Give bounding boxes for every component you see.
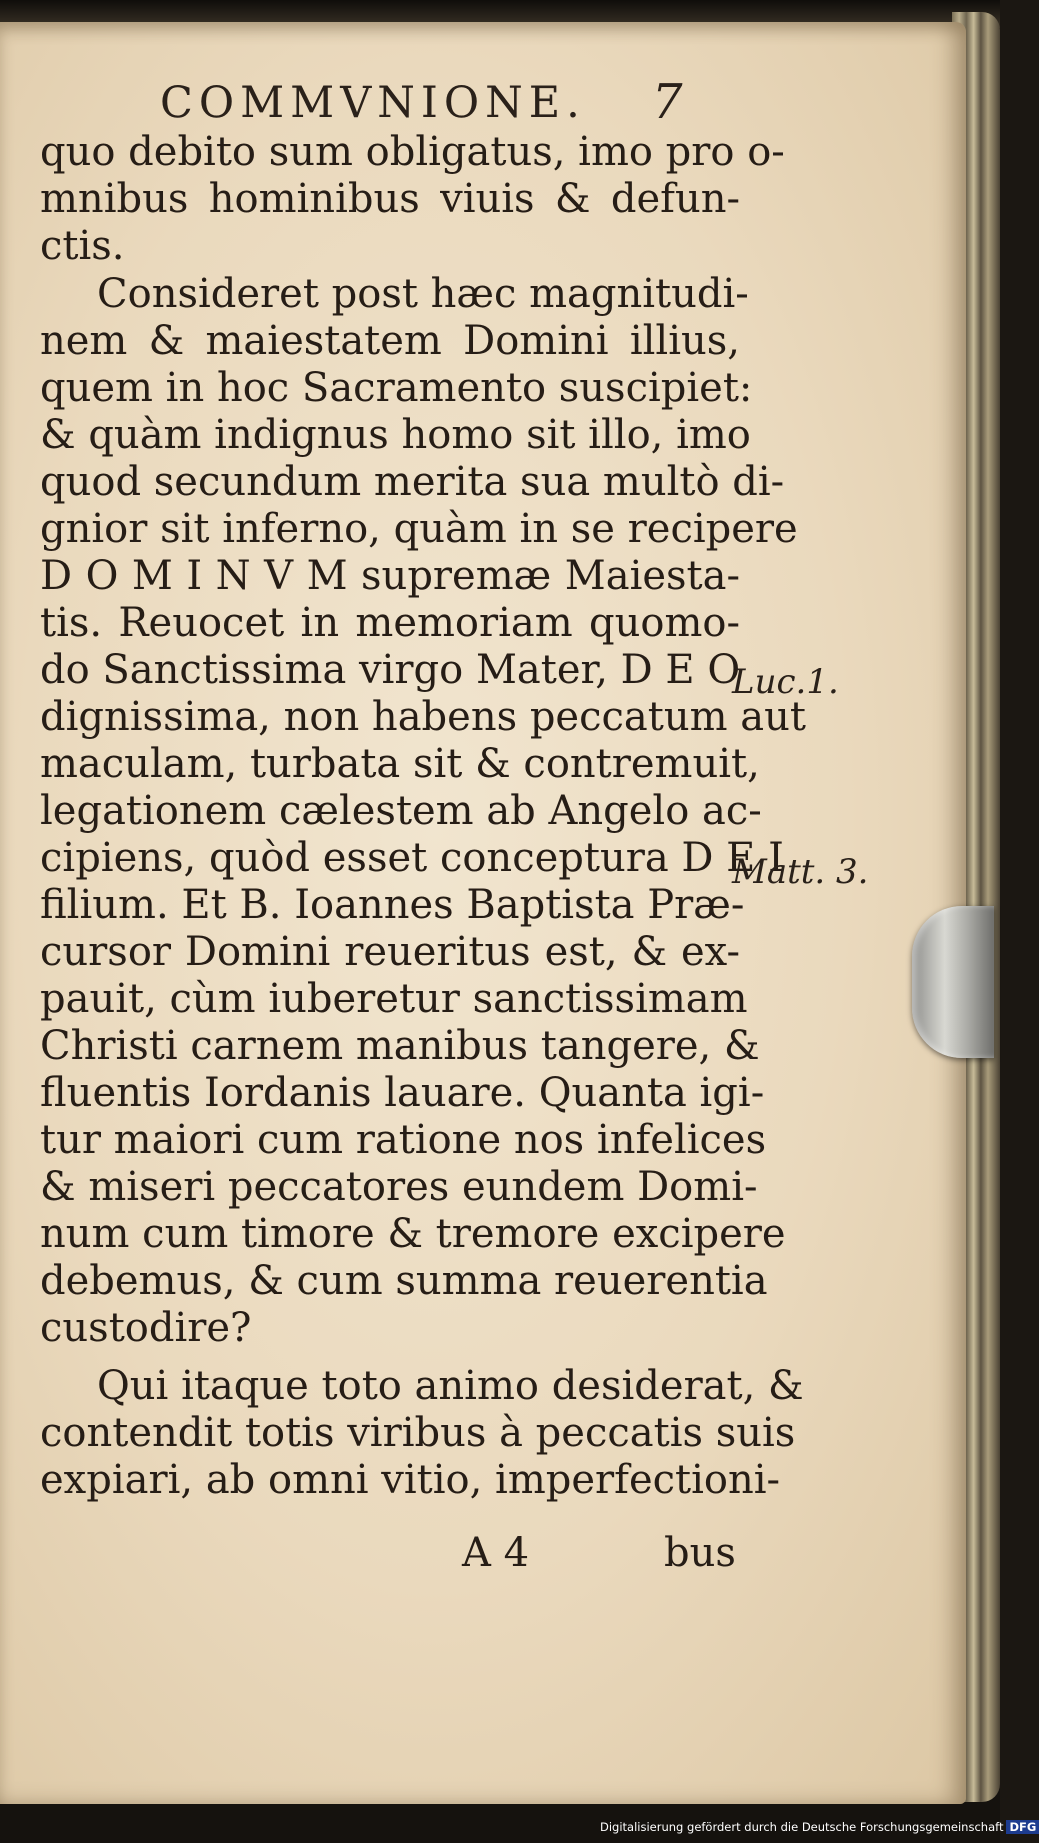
text-line: maculam, turbata sit & contremuit, — [40, 741, 760, 787]
text-line: legationem cælestem ab Angelo ac- — [40, 788, 762, 834]
text-line: cursor Domini reueritus est, & ex- — [40, 929, 740, 975]
text-line: contendit totis viribus à peccatis suis — [40, 1410, 796, 1456]
book-clasp — [912, 906, 994, 1058]
text-line: ctis. — [40, 223, 125, 269]
text-line: pauit, cùm iuberetur sanctissimam — [40, 976, 748, 1022]
book-page — [0, 22, 966, 1804]
text-line: Consideret post hæc magnitudi- — [97, 271, 749, 317]
text-line: filium. Et B. Ioannes Baptista Præ- — [40, 882, 745, 928]
text-line: quo debito sum obligatus, imo pro o- — [40, 129, 785, 175]
text-line: custodire? — [40, 1305, 252, 1351]
catchword: bus — [664, 1530, 736, 1576]
text-line: quem in hoc Sacramento suscipiet: — [40, 365, 753, 411]
text-line: Qui itaque toto animo desiderat, & — [97, 1363, 804, 1409]
text-line: & quàm indignus homo sit illo, imo — [40, 412, 751, 458]
text-line: cipiens, quòd esset conceptura D E I — [40, 835, 784, 881]
text-line: do Sanctissima virgo Mater, D E O — [40, 647, 741, 693]
text-line: D O M I N V M supremæ Maiesta- — [40, 553, 740, 599]
credit-text: Digitalisierung gefördert durch die Deutsche Forschungsgemeinschaft — [600, 1820, 1004, 1834]
page-number: 7 — [652, 74, 683, 130]
marginal-note-matt: Matt. 3. — [732, 852, 869, 892]
text-line: Christi carnem manibus tangere, & — [40, 1023, 760, 1069]
text-line: expiari, ab omni vitio, imperfectioni- — [40, 1457, 781, 1503]
text-line: mnibus hominibus viuis & defun- — [40, 176, 740, 222]
text-line: nem & maiestatem Domini illius, — [40, 318, 740, 364]
text-line: tis. Reuocet in memoriam quomo- — [40, 600, 740, 646]
digitization-credit — [600, 1820, 1037, 1834]
text-line: & miseri peccatores eundem Domi- — [40, 1164, 758, 1210]
text-line: quod secundum merita sua multò di- — [40, 459, 785, 505]
text-line: gnior sit inferno, quàm in se recipere — [40, 506, 798, 552]
dfg-logo: DFG — [1006, 1820, 1039, 1834]
running-head: COMMVNIONE. — [160, 78, 586, 128]
signature-mark: A 4 — [462, 1530, 530, 1576]
text-line: num cum timore & tremore excipere — [40, 1211, 786, 1257]
marginal-note-luc: Luc.1. — [732, 662, 839, 702]
text-line: tur maiori cum ratione nos infelices — [40, 1117, 767, 1163]
text-line: fluentis Iordanis lauare. Quanta igi- — [40, 1070, 765, 1116]
text-line: dignissima, non habens peccatum aut — [40, 694, 806, 740]
text-line: debemus, & cum summa reuerentia — [40, 1258, 768, 1304]
